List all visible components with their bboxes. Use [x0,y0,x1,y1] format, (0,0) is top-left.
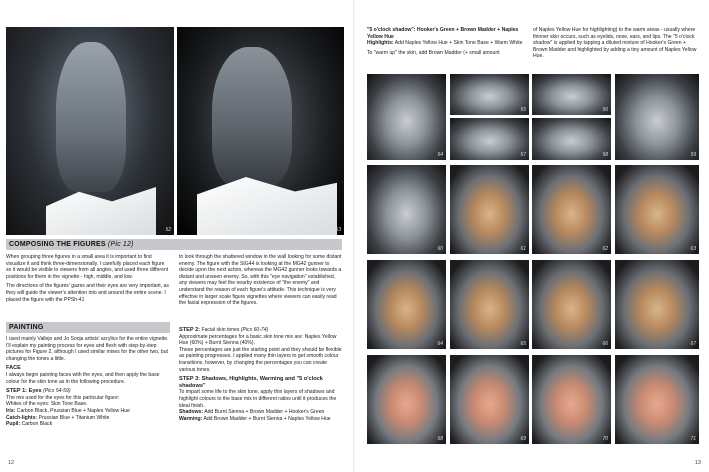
highlights-line [367,40,531,47]
step2-text: Approximate percentages for a basic skin tone mix are: Naples Yellow Hue (60%) + Burnt Sienna (40%). [179,333,337,347]
step-title: STEP 1: Eyes [6,388,42,395]
face-photo [532,260,611,349]
picture-number: 65 [520,341,526,347]
label: Warming: [179,415,203,422]
face-closeup-photo [615,74,699,160]
picture-number: 55 [520,107,526,113]
eye-closeup-photo [450,118,529,160]
value: Carbon Black, Prussian Blue + Naples Yellow Hue [16,407,130,414]
step3-heading: STEP 3: Shadows, Highlights, Warming and "5 o'clock shadows" [179,376,323,389]
picture-number: 54 [437,152,443,158]
picture-number: 69 [520,436,526,442]
figure-silhouette [212,47,292,187]
painting-column-2 [179,327,343,422]
section-heading-painting [6,322,170,333]
warming-line [179,416,343,423]
pupil-line [6,421,170,428]
picture-number: 68 [437,436,443,442]
step-name: Facial skin tones [201,327,240,333]
left-page [0,0,354,472]
face-photo [450,165,529,254]
composing-column-2 [179,254,343,310]
page-number-right: 13 [694,460,701,466]
step-ref: (Pics 54-59) [43,388,71,395]
subheading-face: FACE [6,365,21,372]
label: Catch-lights: [6,414,38,421]
step-ref: (Pics 60-74) [240,327,269,333]
face-photo [532,165,611,254]
paragraph: When grouping three figures in a small area it is important to first visualize it and think three-dimensionally. I carefully placed each figure so it would be visible to viewers from all angles, and used three different positions for them in the vignette - high, middle, and low. [6,254,169,280]
face-photo [532,355,611,444]
label: Pupil: [6,421,21,428]
shadow-line: "5 o'clock shadow": Hooker's Green + Brown Madder + Naples Yellow Hue [367,27,519,40]
snow-base [197,177,337,235]
label: Iris: [6,407,16,414]
figure-silhouette [56,42,126,192]
paragraph: I always begin painting faces with the eyes, and then apply the base colour for the skin tone as in the following procedure. [6,371,160,385]
face-photo [367,260,446,349]
snow-base [46,187,156,235]
section-title: PAINTING [9,324,44,331]
step2-heading [179,327,343,334]
right-page [355,0,709,472]
picture-number: 61 [520,246,526,252]
painting-column-1 [6,336,170,428]
figure-photo-front [6,27,174,235]
value: Add Burnt Sienna + Brown Madder + Hooker's Green [204,409,325,416]
eye-closeup-photo [532,118,611,160]
warmup-line: To "warm up" the skin, add Brown Madder (+ small amount [367,49,500,56]
value: Prussian Blue + Titanium White [38,414,110,421]
picture-number: 66 [602,341,608,347]
section-ref: (Pic 12) [107,241,134,248]
label: Shadows: [179,409,204,416]
face-photo [450,260,529,349]
picture-number: 52 [165,227,171,233]
paragraph: to look through the shattered window in the wall looking for some distant enemy. The figure with the StG44 is looking at the MG42 gunner to decide upon the next action, whereas the MG42 gunner looks towards a distant and unseen enemy. So, with this "eye navigation" established, any viewers may feel the nearby existence of "the enemy" and understand the reason of each figure's attitude. This technique is very effective in larger scale figure vignettes where viewers can easily read the facial expression of the figures. [179,254,342,307]
section-title: COMPOSING THE FIGURES [9,241,106,248]
right-top-column-2 [533,27,699,60]
picture-number: 57 [520,152,526,158]
picture-number: 59 [690,152,696,158]
composing-column-1 [6,254,170,306]
step3-text: To impart some life to the skin tone, apply thin layers of shadows and highlight colours to the base mix in different ratios until it produces the ideal finish. [179,389,337,409]
picture-number: 56 [602,107,608,113]
value: Add Naples Yellow Hue + Skin Tone Base + Warm White [394,40,523,47]
face-photo [615,355,699,444]
picture-number: 67 [690,341,696,347]
section-heading-composing [6,239,342,250]
step-title: STEP 2: [179,327,201,333]
paragraph: of Naples Yellow Hue for highlighting) to the warm areas - usually where thinner skin occurs, such as eyelids, nose, ears, and lips. The "5 o'clock shadow" is applied by tapping a diluted mixture of Hooker's Green + Brown Madder and highlighted by adding a tiny amount of Naples Yellow Hue. [533,27,697,60]
face-photo [615,260,699,349]
picture-number: 53 [335,227,341,233]
value: Carbon Black [21,421,53,428]
page-number-left: 12 [8,460,15,466]
label: Highlights: [367,40,394,47]
eye-closeup-photo [532,74,611,115]
picture-number: 63 [690,246,696,252]
step1-heading [6,388,170,395]
picture-number: 64 [437,341,443,347]
face-photo [450,355,529,444]
picture-number: 62 [602,246,608,252]
face-photo [367,74,446,160]
step1-text: The mix used for the eyes for this particular figure: [6,394,120,401]
paragraph: These percentages are just the starting point and they should be flexible as painting progresses. I applied many thin layers to get smooth colour transitions, however, by changing the percentages you can create various tones. [179,346,342,373]
paragraph: I used mainly Vallejo and Jo Sonja artists' acrylics for the entire vignette. I'll explain my painting process for eyes and flesh with step-by-step pictures for Figure 2, although I used similar mixes for the other two, but changing the tones a little. [6,336,169,362]
face-photo [367,165,446,254]
eye-closeup-photo [450,74,529,115]
iris-line [6,408,170,415]
figure-photo-back [177,27,344,235]
value: Add Brown Madder + Burnt Sienna + Naples Yellow Hue [203,415,331,422]
shadows-line [179,409,343,416]
picture-number: 58 [602,152,608,158]
picture-number: 70 [602,436,608,442]
face-photo [367,355,446,444]
picture-number: 60 [437,246,443,252]
catchlight-line [6,415,170,422]
face-photo [615,165,699,254]
whites-line: Whites of the eyes: Skin Tone Base. [6,401,88,408]
paragraph: The directions of the figures' gazes and their eyes are very important, as they will guide the viewer's attention into and around the entire scene. I placed the figure with the PPSh-41 [6,283,169,303]
right-top-column-1 [367,27,531,56]
picture-number: 71 [690,436,696,442]
